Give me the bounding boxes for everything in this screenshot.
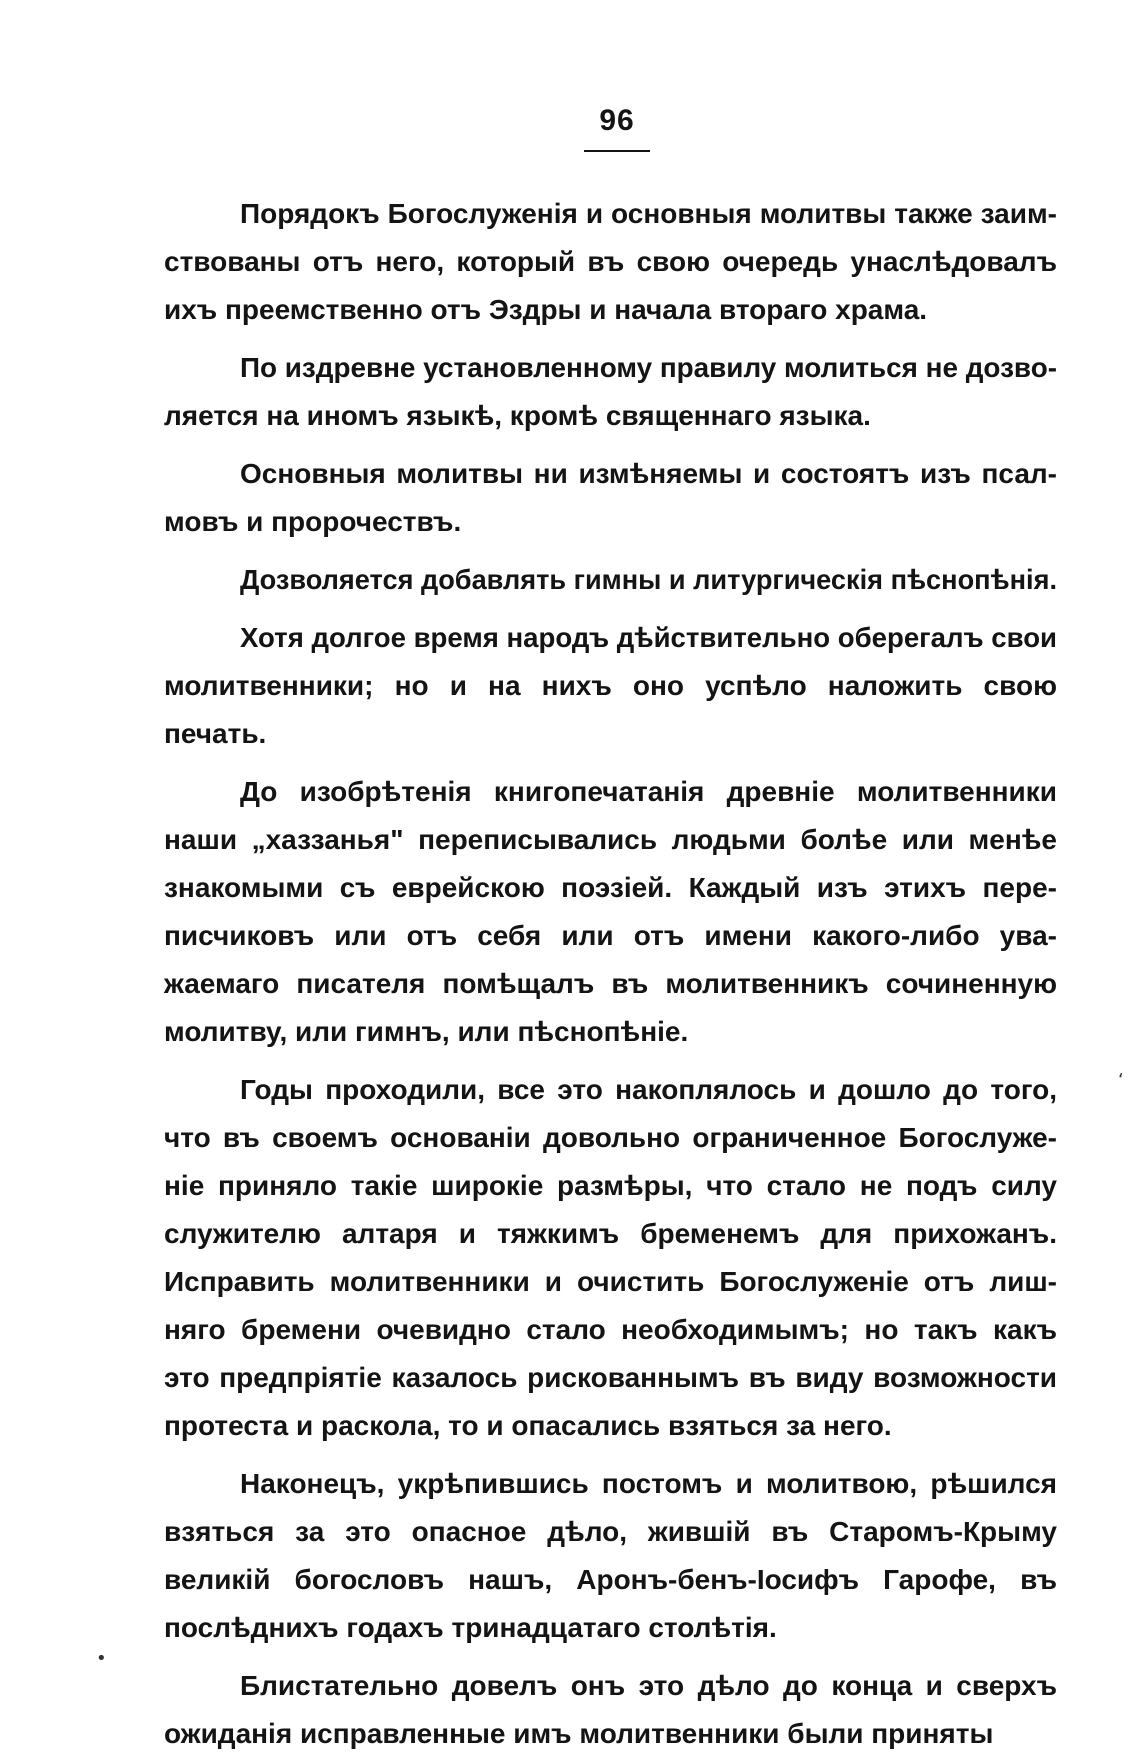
text-line (164, 710, 1057, 758)
text-line-content: ніе приняло такіе широкіе размѣры, что стало не подъ силу (164, 1170, 1057, 1201)
text-line (164, 556, 1057, 604)
text-line (164, 1258, 1057, 1306)
text-line (164, 614, 1057, 662)
text-line (164, 392, 1057, 440)
text-line-content: Исправить молитвенники и очистить Богослуженіе отъ лиш- (164, 1266, 1057, 1297)
text-line-content: По издревне установленному правилу молиться не дозво- (240, 352, 1057, 383)
paragraph (164, 344, 1057, 440)
text-line (164, 864, 1057, 912)
text-line-content: служителю алтаря и тяжкимъ бременемъ для прихожанъ. (164, 1218, 1057, 1249)
paragraph (164, 1066, 1057, 1450)
text-line (164, 1306, 1057, 1354)
text-line-content: Основныя молитвы ни измѣняемы и состоятъ изъ псал- (240, 458, 1057, 489)
page-number-underline (584, 150, 650, 152)
text-line-content: писчиковъ или отъ себя или отъ имени какого-либо ува- (164, 920, 1057, 951)
text-line (164, 1604, 1057, 1652)
text-line-content: ляется на иномъ языкѣ, кромѣ священнаго языка. (164, 400, 871, 431)
text-line-content: послѣднихъ годахъ тринадцатаго столѣтія. (164, 1612, 777, 1643)
text-line (164, 1662, 1057, 1710)
text-line (164, 1066, 1057, 1114)
text-line (164, 1210, 1057, 1258)
text-line (164, 498, 1057, 546)
corner-smudge-icon: • (96, 1648, 107, 1669)
margin-mark-icon: ‘ (1118, 1070, 1124, 1091)
text-line (164, 1402, 1057, 1450)
text-line (164, 960, 1057, 1008)
page-number: 96 (599, 104, 635, 137)
text-line-content: печать. (164, 718, 267, 749)
text-line (164, 286, 1057, 334)
text-line-content: наши „хаззанья" переписывались людьми болѣе или менѣе (164, 824, 1057, 855)
text-line (164, 1008, 1057, 1056)
text-line (164, 912, 1057, 960)
paragraph (164, 614, 1057, 758)
text-line-content: Дозволяется добавлять гимны и литургическія пѣснопѣнія. (240, 564, 1057, 595)
paragraph (164, 1662, 1057, 1758)
text-line-content: знакомыми съ еврейскою поэзіей. Каждый изъ этихъ пере- (164, 872, 1057, 903)
text-line-content: Годы проходили, все это накоплялось и дошло до того, (240, 1074, 1057, 1105)
text-line-content: ихъ преемственно отъ Эздры и начала втораго храма. (164, 294, 928, 325)
text-line (164, 1354, 1057, 1402)
text-line-content: протеста и раскола, то и опасались взяться за него. (164, 1410, 892, 1441)
text-line-content: мовъ и пророчествъ. (164, 506, 462, 537)
text-line-content: Хотя долгое время народъ дѣйствительно оберегалъ свои (240, 622, 1057, 653)
text-line (164, 450, 1057, 498)
text-line-content: ствованы отъ него, который въ свою очередь унаслѣдовалъ (164, 246, 1057, 277)
text-line (164, 1556, 1057, 1604)
text-line (164, 1460, 1057, 1508)
paragraph (164, 556, 1057, 604)
text-line-content: жаемаго писателя помѣщалъ въ молитвенникъ сочиненную (164, 968, 1057, 999)
text-line-content: это предпріятіе казалось рискованнымъ въ виду возможности (164, 1362, 1057, 1393)
text-line (164, 662, 1057, 710)
text-line-content: великій богословъ нашъ, Аронъ-бенъ-Іосифъ Гарофе, въ (164, 1564, 1057, 1595)
text-line (164, 1508, 1057, 1556)
text-line-content: няго бремени очевидно стало необходимымъ; но такъ какъ (164, 1314, 1057, 1345)
text-line (164, 1114, 1057, 1162)
text-line-content: ожиданія исправленные имъ молитвенники были приняты (164, 1718, 994, 1749)
text-line (164, 238, 1057, 286)
paragraph (164, 768, 1057, 1056)
text-line-content: Наконецъ, укрѣпившись постомъ и молитвою, рѣшился (240, 1468, 1057, 1499)
text-line-content: Блистательно довелъ онъ это дѣло до конца и сверхъ (240, 1670, 1057, 1701)
text-line-content: До изобрѣтенія книгопечатанія древніе молитвенники (240, 776, 1057, 807)
text-line-content: взяться за это опасное дѣло, жившій въ Старомъ-Крыму (164, 1516, 1057, 1547)
text-line (164, 344, 1057, 392)
text-line-content: молитвенники; но и на нихъ оно успѣло наложить свою (164, 670, 1057, 701)
text-line (164, 190, 1057, 238)
text-line (164, 1710, 1057, 1758)
paragraph (164, 190, 1057, 334)
paragraph (164, 450, 1057, 546)
text-line-content: Порядокъ Богослуженія и основныя молитвы также заим- (240, 198, 1057, 229)
body-text (164, 190, 1057, 1758)
text-line (164, 816, 1057, 864)
text-line-content: молитву, или гимнъ, или пѣснопѣніе. (164, 1016, 689, 1047)
text-line (164, 1162, 1057, 1210)
text-line-content: что въ своемъ основаніи довольно ограниченное Богослуже- (164, 1122, 1057, 1153)
paragraph (164, 1460, 1057, 1652)
text-line (164, 768, 1057, 816)
